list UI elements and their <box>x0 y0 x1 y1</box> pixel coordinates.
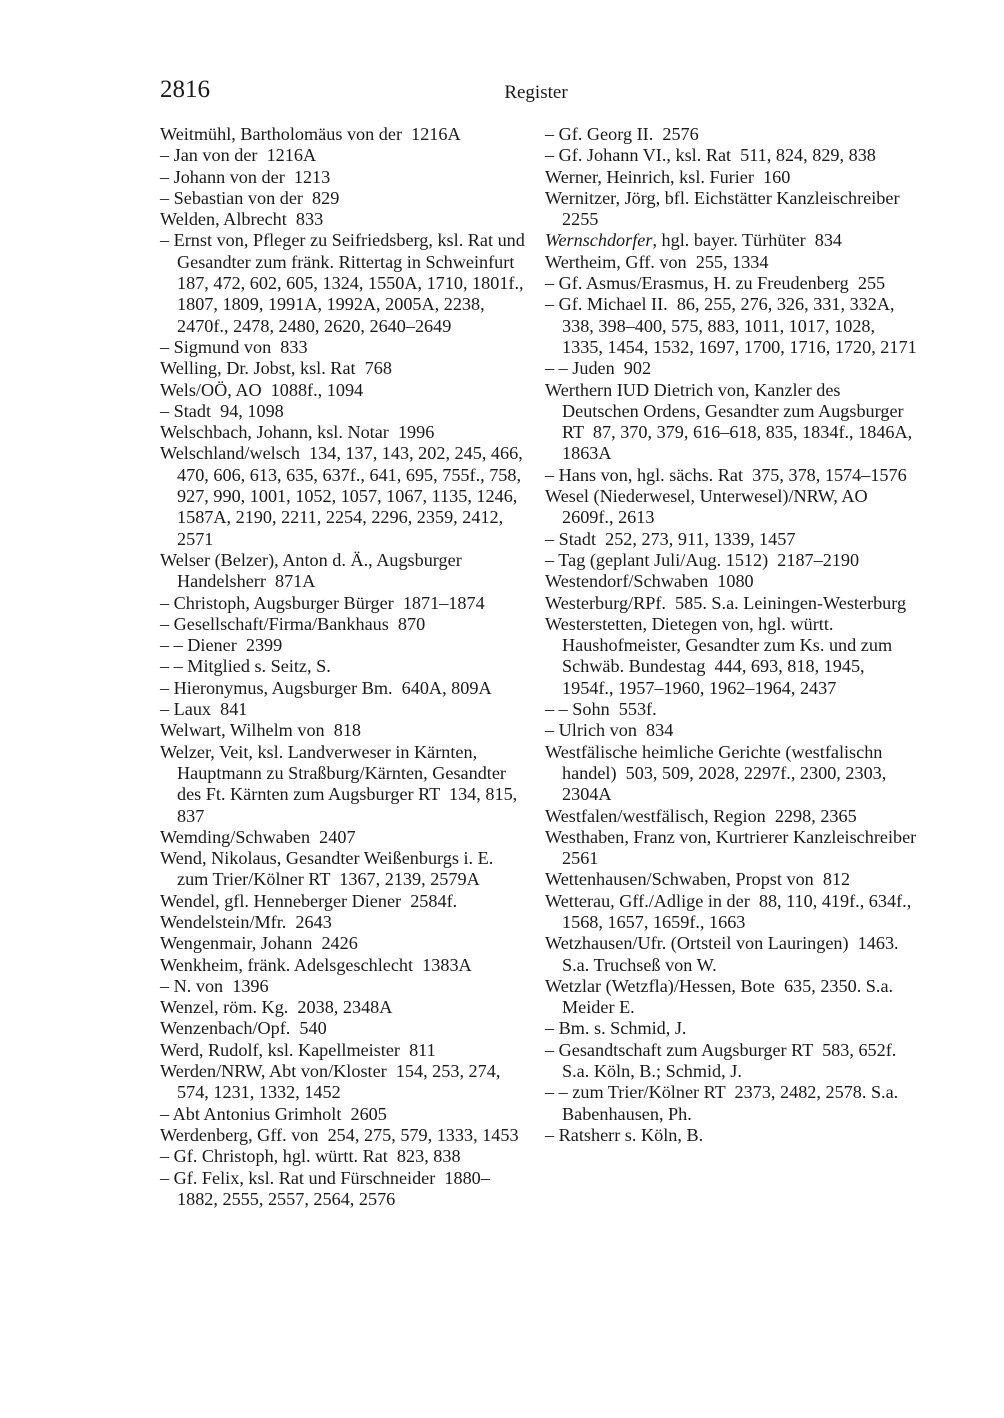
index-entry: Wertheim, Gff. von 255, 1334 <box>545 251 769 272</box>
index-entry: Welden, Albrecht 833 <box>160 209 324 230</box>
index-entry: Wels/OÖ, AO 1088f., 1094 <box>160 379 364 400</box>
index-entry: – Stadt 94, 1098 <box>160 400 284 421</box>
index-entry: Welschland/welsch 134, 137, 143, 202, 245, 466, 470, 606, 613, 635, 637f., 641, 695, 755f., 758, 927, 990, 1001, 1052, 1057, 1067, 1135, 1246, 1587A, 2190, 2211, 2254, 2296, 2359, 2412, 2571 <box>160 443 528 549</box>
index-entry: Westendorf/Schwaben 1080 <box>545 571 754 592</box>
index-entry: – N. von 1396 <box>160 975 269 996</box>
index-entry: – – Sohn 553f. <box>545 699 657 720</box>
index-entry: – Tag (geplant Juli/Aug. 1512) 2187–2190 <box>545 549 860 570</box>
index-entry: – – Diener 2399 <box>160 635 283 656</box>
index-entry: – Gf. Michael II. 86, 255, 276, 326, 331, 332A, 338, 398–400, 575, 883, 1011, 1017, 1028, 1335, 1454, 1532, 1697, 1700, 1716, 1720, 2171 <box>545 294 917 357</box>
index-entry: Westfalen/westfälisch, Region 2298, 2365 <box>545 805 857 826</box>
index-entry: Welser (Belzer), Anton d. Ä., Augsburger Handelsherr 871A <box>160 549 467 592</box>
index-entry: – Hans von, hgl. sächs. Rat 375, 378, 1574–1576 <box>545 464 907 485</box>
index-entry: Westhaben, Franz von, Kurtrierer Kanzleischreiber 2561 <box>545 826 926 869</box>
index-entry: Welzer, Veit, ksl. Landverweser in Kärnten, Hauptmann zu Straßburg/Kärnten, Gesandter des Ft. Kärnten zum Augsburger RT 134, 815, 837 <box>160 741 522 826</box>
index-entry: – Gf. Georg II. 2576 <box>545 124 699 144</box>
index-entry: – Gesandtschaft zum Augsburger RT 583, 652f. S.a. Köln, B.; Schmid, J. <box>545 1039 901 1082</box>
index-entry: – Gf. Christoph, hgl. württ. Rat 823, 838 <box>160 1146 461 1167</box>
index-entry: Wenzenbach/Opf. 540 <box>160 1018 327 1039</box>
left-index-column <box>160 124 528 1210</box>
page-number: 2816 <box>160 76 210 103</box>
index-entry: – Gf. Asmus/Erasmus, H. zu Freudenberg 255 <box>545 273 886 294</box>
index-entry: – – Mitglied s. Seitz, S. <box>160 656 331 677</box>
index-entry: Wemding/Schwaben 2407 <box>160 826 356 847</box>
index-entry: Westerburg/RPf. 585. S.a. Leiningen-Westerburg <box>545 592 907 613</box>
index-entry: Werd, Rudolf, ksl. Kapellmeister 811 <box>160 1039 436 1060</box>
index-entry: Wend, Nikolaus, Gesandter Weißenburgs i. E. zum Trier/Kölner RT 1367, 2139, 2579A <box>160 848 498 890</box>
index-entry: Wernitzer, Jörg, bfl. Eichstätter Kanzleischreiber 2255 <box>545 187 909 230</box>
running-title: Register <box>504 82 568 103</box>
index-entry: – Bm. s. Schmid, J. <box>545 1018 687 1039</box>
index-entry: Westerstetten, Dietegen von, hgl. württ. Haushofmeister, Gesandter zum Ks. und zum Schwäb. Bundestag 444, 693, 818, 1945, 1954f., 1957–1960, 1962–1964, 2437 <box>545 613 897 698</box>
index-entry: Werden/NRW, Abt von/Kloster 154, 253, 274, 574, 1231, 1332, 1452 <box>160 1061 505 1103</box>
index-entry: Wendelstein/Mfr. 2643 <box>160 911 332 932</box>
index-entry: – Gf. Johann VI., ksl. Rat 511, 824, 829, 838 <box>545 145 876 166</box>
index-entry: Welwart, Wilhelm von 818 <box>160 720 362 741</box>
index-entry: – Gesellschaft/Firma/Bankhaus 870 <box>160 613 426 634</box>
index-entry: Wenzel, röm. Kg. 2038, 2348A <box>160 997 393 1018</box>
index-entry: Weitmühl, Bartholomäus von der 1216A <box>160 124 461 144</box>
index-entry: – Jan von der 1216A <box>160 145 317 166</box>
index-entry: Wesel (Niederwesel, Unterwesel)/NRW, AO 2609f., 2613 <box>545 486 877 528</box>
page-header <box>160 76 912 110</box>
index-entry: Wernschdorfer, hgl. bayer. Türhüter 834 <box>545 230 843 251</box>
index-entry: – Sebastian von der 829 <box>160 187 340 208</box>
index-entry: – – zum Trier/Kölner RT 2373, 2482, 2578. S.a. Babenhausen, Ph. <box>545 1082 903 1124</box>
index-entry: Wettenhausen/Schwaben, Propst von 812 <box>545 869 851 890</box>
index-entry: – Stadt 252, 273, 911, 1339, 1457 <box>545 528 796 549</box>
index-entry: – Sigmund von 833 <box>160 336 308 357</box>
index-entry: Werthern IUD Dietrich von, Kanzler des Deutschen Ordens, Gesandter zum Augsburger RT 87, 370, 379, 616–618, 835, 1834f., 1846A, 1863A <box>545 379 917 464</box>
index-entry: – Ratsherr s. Köln, B. <box>545 1124 704 1145</box>
index-entry: Welschbach, Johann, ksl. Notar 1996 <box>160 422 435 443</box>
index-entry: Wengenmair, Johann 2426 <box>160 933 358 954</box>
index-entry: – – Juden 902 <box>545 358 652 379</box>
index-entry: Wenkheim, fränk. Adelsgeschlecht 1383A <box>160 954 472 975</box>
index-entry: – Abt Antonius Grimholt 2605 <box>160 1103 387 1124</box>
index-entry: Werdenberg, Gff. von 254, 275, 579, 1333, 1453 <box>160 1124 519 1145</box>
index-entry: – Ernst von, Pfleger zu Seifriedsberg, ksl. Rat und Gesandter zum fränk. Rittertag in Schweinfurt 187, 472, 602, 605, 1324, 1550A, 1710, 1801f., 1807, 1809, 1991A, 1992A, 2005A, 2238, 2470f., 2478, 2480, 2620, 2640–2649 <box>160 230 530 336</box>
right-index-column <box>545 124 926 1146</box>
index-entry: – Johann von der 1213 <box>160 166 331 187</box>
index-entry: – Gf. Felix, ksl. Rat und Fürschneider 1880–1882, 2555, 2557, 2564, 2576 <box>160 1167 490 1209</box>
index-entry: Westfälische heimliche Gerichte (westfalischn handel) 503, 509, 2028, 2297f., 2300, 2303, 2304A <box>545 741 891 805</box>
index-entry: Wetzlar (Wetzfla)/Hessen, Bote 635, 2350. S.a. Meider E. <box>545 975 898 1018</box>
index-entry: Wetterau, Gff./Adlige in der 88, 110, 419f., 634f., 1568, 1657, 1659f., 1663 <box>545 890 916 932</box>
index-entry: Wendel, gfl. Henneberger Diener 2584f. <box>160 890 458 911</box>
index-entry: – Hieronymus, Augsburger Bm. 640A, 809A <box>160 677 492 698</box>
index-entry: – Christoph, Augsburger Bürger 1871–1874 <box>160 592 485 613</box>
index-entry: Welling, Dr. Jobst, ksl. Rat 768 <box>160 358 392 379</box>
index-entry: Werner, Heinrich, ksl. Furier 160 <box>545 166 791 187</box>
index-entry: – Laux 841 <box>160 699 248 720</box>
index-entry: Wetzhausen/Ufr. (Ortsteil von Lauringen) 1463. S.a. Truchseß von W. <box>545 933 904 975</box>
index-entry: – Ulrich von 834 <box>545 720 674 741</box>
